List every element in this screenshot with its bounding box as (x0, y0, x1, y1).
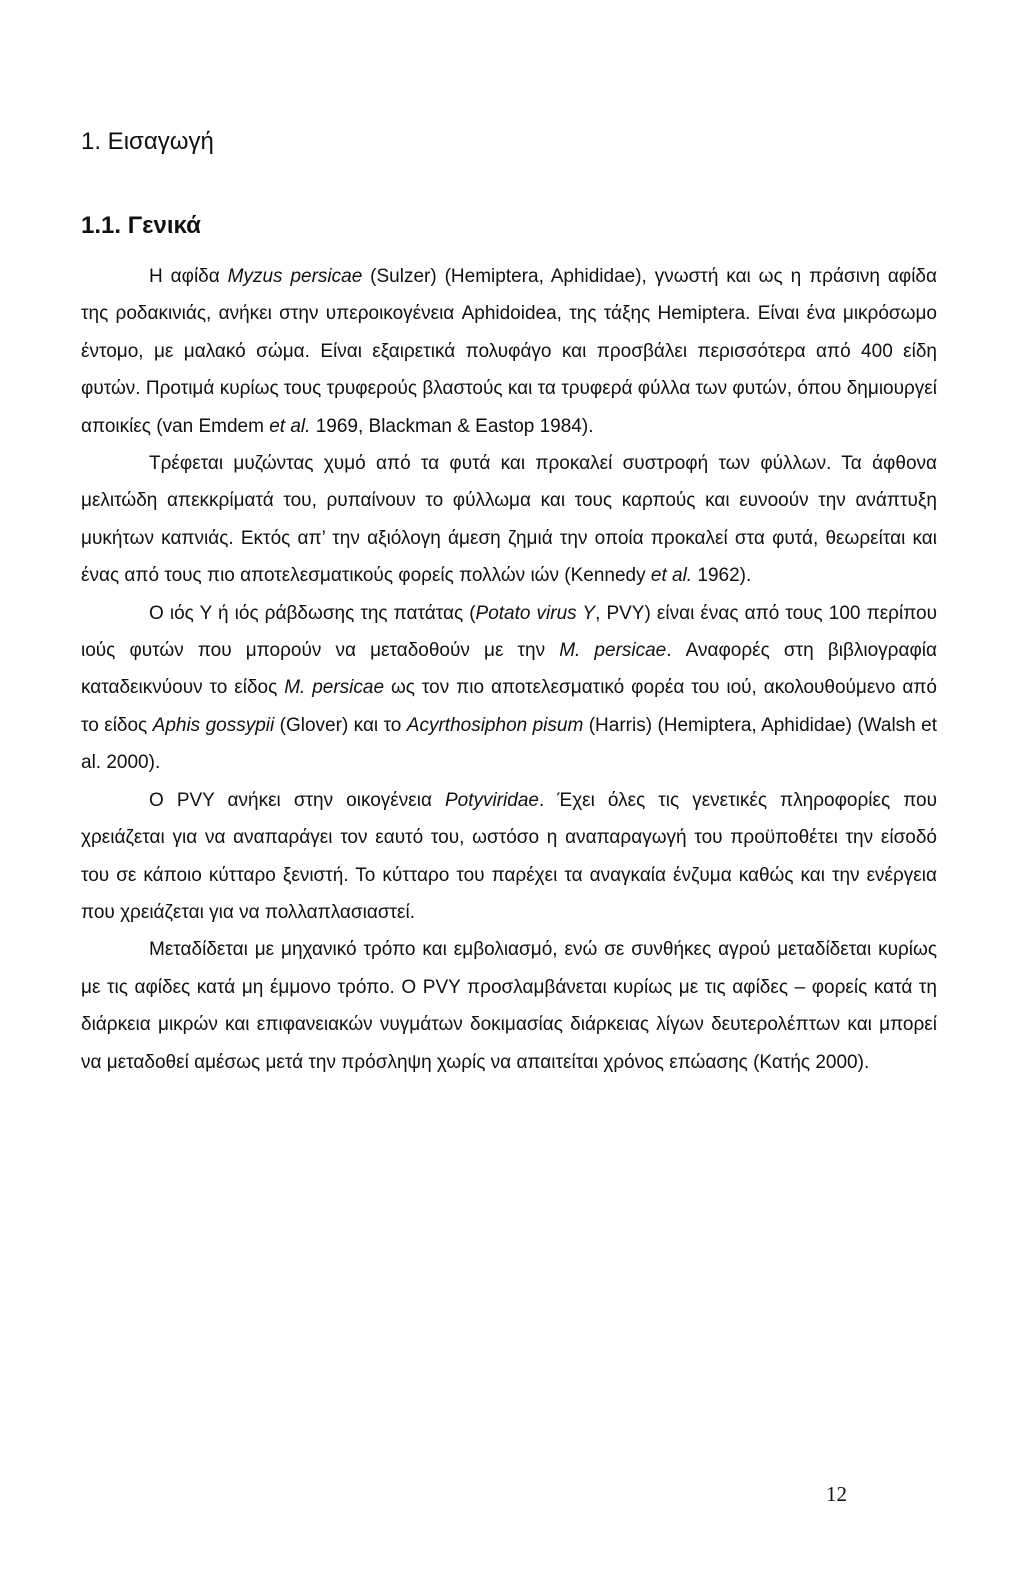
text-run: ως τον πιο αποτελεσματικό φορέα του ιού, ακολουθούμενο από το είδος (81, 677, 937, 736)
italic-term: et al. (650, 565, 693, 587)
page-number: 12 (826, 1482, 847, 1506)
paragraph-4 (81, 782, 937, 932)
text-run: Μεταδίδεται με μηχανικό τρόπο και εμβολιασμό, ενώ σε συνθήκες αγρού μεταδίδεται κυρίως με τις αφίδες κατά μη έμμονο τρόπο. Ο PVY προσλαμβάνεται κυρίως με τις αφίδες – φορείς κατά τη διάρκεια μικρών και επιφανειακών νυγμάτων δοκιμασίας διάρκειας λίγων δευτερολέπτων και μπορεί να μεταδοθεί αμέσως μετά την πρόσληψη χωρίς να απαιτείται χρόνος επώασης (Κατής 2000). (81, 939, 937, 1073)
paragraph-5 (81, 931, 937, 1081)
paragraph-2 (81, 445, 937, 595)
text-run: . Έχει όλες τις γενετικές πληροφορίες που χρειάζεται για να αναπαράγει τον εαυτό του, ωστόσο η αναπαραγωγή του προϋποθέτει την είσοδό του σε κάποιο κύτταρο ξενιστή. Το κύτταρο του παρέχει τα αναγκαία ένζυμα καθώς και την ενέργεια που χρειάζεται για να πολλαπλασιαστεί. (81, 789, 937, 923)
text-run: 1969, Blackman & Eastop 1984). (310, 415, 594, 437)
italic-term: Potato virus Y (475, 602, 596, 624)
paragraph-1 (81, 258, 937, 445)
text-run: (Sulzer) (Hemiptera, Aphididae), γνωστή και ως η πράσινη αφίδα της ροδακινιάς, ανήκει στην υπεροικογένεια Aphidoidea, της τάξης Hemiptera. Είναι ένα μικρόσωμο έντομο, με μαλακό σώμα. Είναι εξαιρετικά πολυφάγο και προσβάλει περισσότερα από 400 είδη φυτών. Προτιμά κυρίως τους τρυφερούς βλαστούς και τα τρυφερά φύλλα των φυτών, όπου δημιουργεί αποικίες (van Emdem (81, 266, 937, 437)
italic-term: M. persicae (559, 640, 667, 662)
text-run: (Glover) και το (274, 714, 407, 736)
text-run: (Harris) (Hemiptera, Aphididae) (Walsh et al. 2000). (81, 714, 937, 774)
text-run: . Αναφορές στη βιβλιογραφία καταδεικνύουν το είδος (81, 640, 938, 699)
paragraph-3 (81, 595, 937, 782)
section-heading: 1.1. Γενικά (81, 212, 201, 239)
italic-term: Potyviridae (444, 789, 539, 811)
italic-term: et al. (269, 415, 311, 437)
text-run: Η αφίδα (149, 266, 228, 287)
text-run: Ο ιός Υ ή ιός ράβδωσης της πατάτας ( (149, 602, 476, 624)
italic-term: Myzus persicae (227, 266, 363, 287)
italic-term: M. persicae (284, 677, 385, 699)
body-text (81, 258, 937, 1081)
chapter-heading: 1. Εισαγωγή (81, 128, 214, 155)
text-run: Τρέφεται μυζώντας χυμό από τα φυτά και προκαλεί συστροφή των φύλλων. Τα άφθονα μελιτώδη απεκκρίματά του, ρυπαίνουν το φύλλωμα και τους καρπούς και ευνοούν την ανάπτυξη μυκήτων καπνιάς. Εκτός απ’ την αξιόλογη άμεση ζημιά την οποία προκαλεί στα φυτά, θεωρείται και ένας από τους πιο αποτελεσματικούς φορείς πολλών ιών (Kennedy (81, 453, 937, 587)
text-run: Ο PVY ανήκει στην οικογένεια (149, 789, 445, 811)
italic-term: Aphis gossypii (152, 714, 275, 736)
italic-term: Acyrthosiphon pisum (406, 714, 584, 736)
text-run: 1962). (692, 565, 752, 587)
text-run: , PVY) είναι ένας από τους 100 περίπου ιούς φυτών που μπορούν να μεταδοθούν με την (81, 602, 937, 662)
